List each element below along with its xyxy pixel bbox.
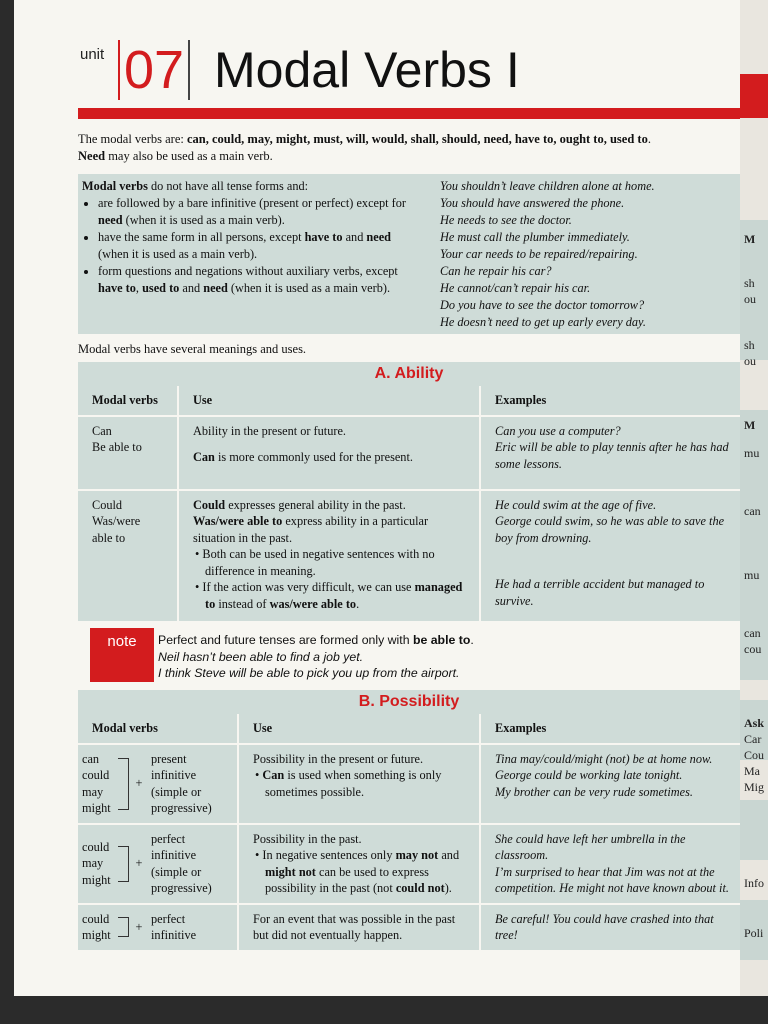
example-sentence: You shouldn’t leave children alone at home. (440, 179, 655, 193)
col-header: Use (178, 386, 480, 416)
bracket (118, 917, 129, 937)
ability-table (78, 386, 740, 623)
example-sentence: He needs to see the doctor. (440, 213, 572, 227)
example-sentence: You should have answered the phone. (440, 196, 625, 210)
note-box (78, 628, 740, 684)
modal-verbs-cell: can could may might + present infinitive (simple or progressive) (78, 744, 238, 824)
col-header: Modal verbs (78, 714, 238, 744)
table-row (78, 904, 740, 951)
scan-border (0, 996, 768, 1024)
col-header: Use (238, 714, 480, 744)
meanings-text: Modal verbs have several meanings and uses. (78, 342, 307, 356)
col-header: Examples (480, 714, 740, 744)
examples-cell: Tina may/could/might (not) be at home now. George could be working late tonight. My brother can be very rude sometimes. (480, 744, 740, 824)
fragment-text: sh (744, 276, 755, 290)
table-header-row (78, 386, 740, 416)
examples-cell: Can you use a computer? Eric will be able to play tennis after he has had some lessons. (480, 416, 740, 490)
intro-text: The modal verbs are: can, could, may, might, must, will, would, shall, should, need, have to, ought to, used to. Need may also be used as a main verb. (78, 132, 651, 163)
fragment-text: Ma (744, 764, 760, 778)
modal-verbs-cell: Could Was/were able to (78, 490, 178, 622)
modal-verbs-cell: could may might + perfect infinitive (simple or progressive) (78, 824, 238, 904)
unit-label: unit (80, 46, 105, 63)
rule-item: • have the same form in all persons, except have to and need (when it is used as a main verb). (98, 229, 412, 263)
bracket (118, 846, 129, 882)
adjacent-red-bar (740, 74, 768, 118)
modal-list: can, could, may, might, must, will, would, shall, should, need, have to, ought to, used to (186, 132, 648, 146)
examples-cell: He could swim at the age of five. George could swim, so he was able to save the boy from drowning. He had a terrible accident but managed to survive. (480, 490, 740, 622)
col-header: Modal verbs (78, 386, 178, 416)
examples-cell: Be careful! You could have crashed into that tree! (480, 904, 740, 951)
use-cell: For an event that was possible in the past but did not eventually happen. (238, 904, 480, 951)
example-sentence: He cannot/can’t repair his car. (440, 281, 591, 295)
use-cell: Possibility in the past. • In negative sentences only may not and might not can be used to express possibility in the past (not could not). (238, 824, 480, 904)
forms-rules: Modal verbs do not have all tense forms and: • are followed by a bare infinitive (present or perfect) except for need (when it is used as a main verb). • have the same form in all persons, except have to and need (when it is used as a main verb). • form questions and negations without auxiliary verbs, except have to, used to and need (when it is used as a main verb). (82, 178, 412, 297)
fragment-text: Ask (744, 716, 765, 730)
example-sentence: He doesn’t need to get up early every day. (440, 315, 646, 329)
fragment-text: cou (744, 642, 762, 656)
fragment-text: can (744, 504, 761, 518)
example-sentence: Do you have to see the doctor tomorrow? (440, 298, 645, 312)
unit-number: 07 (118, 40, 190, 100)
fragment-text: Info (744, 876, 764, 890)
fragment-text: mu (744, 446, 760, 460)
fragment-text: Cou (744, 748, 765, 762)
modal-verbs-cell: Can Be able to (78, 416, 178, 490)
fragment-text: Car (744, 732, 762, 746)
example-sentence: Can he repair his car? (440, 264, 552, 278)
note-tag: note (90, 628, 154, 682)
fragment-text: Mig (744, 780, 765, 794)
title-rule (78, 108, 740, 119)
table-row (78, 824, 740, 904)
rule-item: • form questions and negations without auxiliary verbs, except have to, used to and need (when it is used as a main verb). (98, 263, 412, 297)
table-header-row (78, 714, 740, 744)
fragment-text: can (744, 626, 761, 640)
fragment-text: sh (744, 338, 755, 352)
col-header: Examples (480, 386, 740, 416)
fragment-text: ou (744, 292, 756, 306)
fragment-text: ou (744, 354, 756, 368)
fragment-text: M (744, 418, 756, 432)
modal-verbs-cell: could might + perfect infinitive (78, 904, 238, 951)
fragment-text: mu (744, 568, 760, 582)
adjacent-page-edge (740, 0, 768, 996)
page-title: Modal Verbs I (214, 42, 520, 98)
use-cell: Ability in the present or future. Can is more commonly used for the present. (178, 416, 480, 490)
textbook-page (14, 0, 740, 996)
table-row (78, 490, 740, 622)
table-row (78, 416, 740, 490)
fragment-text: Poli (744, 926, 764, 940)
example-sentence: He must call the plumber immediately. (440, 230, 630, 244)
bracket (118, 758, 129, 810)
example-sentence: Your car needs to be repaired/repairing. (440, 247, 638, 261)
use-cell: Possibility in the present or future. • Can is used when something is only sometimes possible. (238, 744, 480, 824)
possibility-table (78, 714, 740, 952)
possibility-heading: B. Possibility (78, 690, 740, 714)
table-row (78, 744, 740, 824)
fragment-text: M (744, 232, 756, 246)
note-text: Perfect and future tenses are formed only with be able to. Neil hasn’t been able to find a job yet. I think Steve will be able to pick you up from the airport. (158, 633, 474, 680)
forms-examples (440, 178, 740, 331)
use-cell: Could expresses general ability in the past. Was/were able to express ability in a particular situation in the past. • Both can be used in negative sentences with no difference in meaning. • If the action was very difficult, we can use managed to instead of was/were able to. (178, 490, 480, 622)
ability-heading: A. Ability (78, 362, 740, 386)
examples-cell: She could have left her umbrella in the classroom. I’m surprised to hear that Jim was not at the competition. He might not have known about it. (480, 824, 740, 904)
forms-box (78, 174, 740, 334)
rule-item: • are followed by a bare infinitive (present or perfect) except for need (when it is used as a main verb). (98, 195, 412, 229)
